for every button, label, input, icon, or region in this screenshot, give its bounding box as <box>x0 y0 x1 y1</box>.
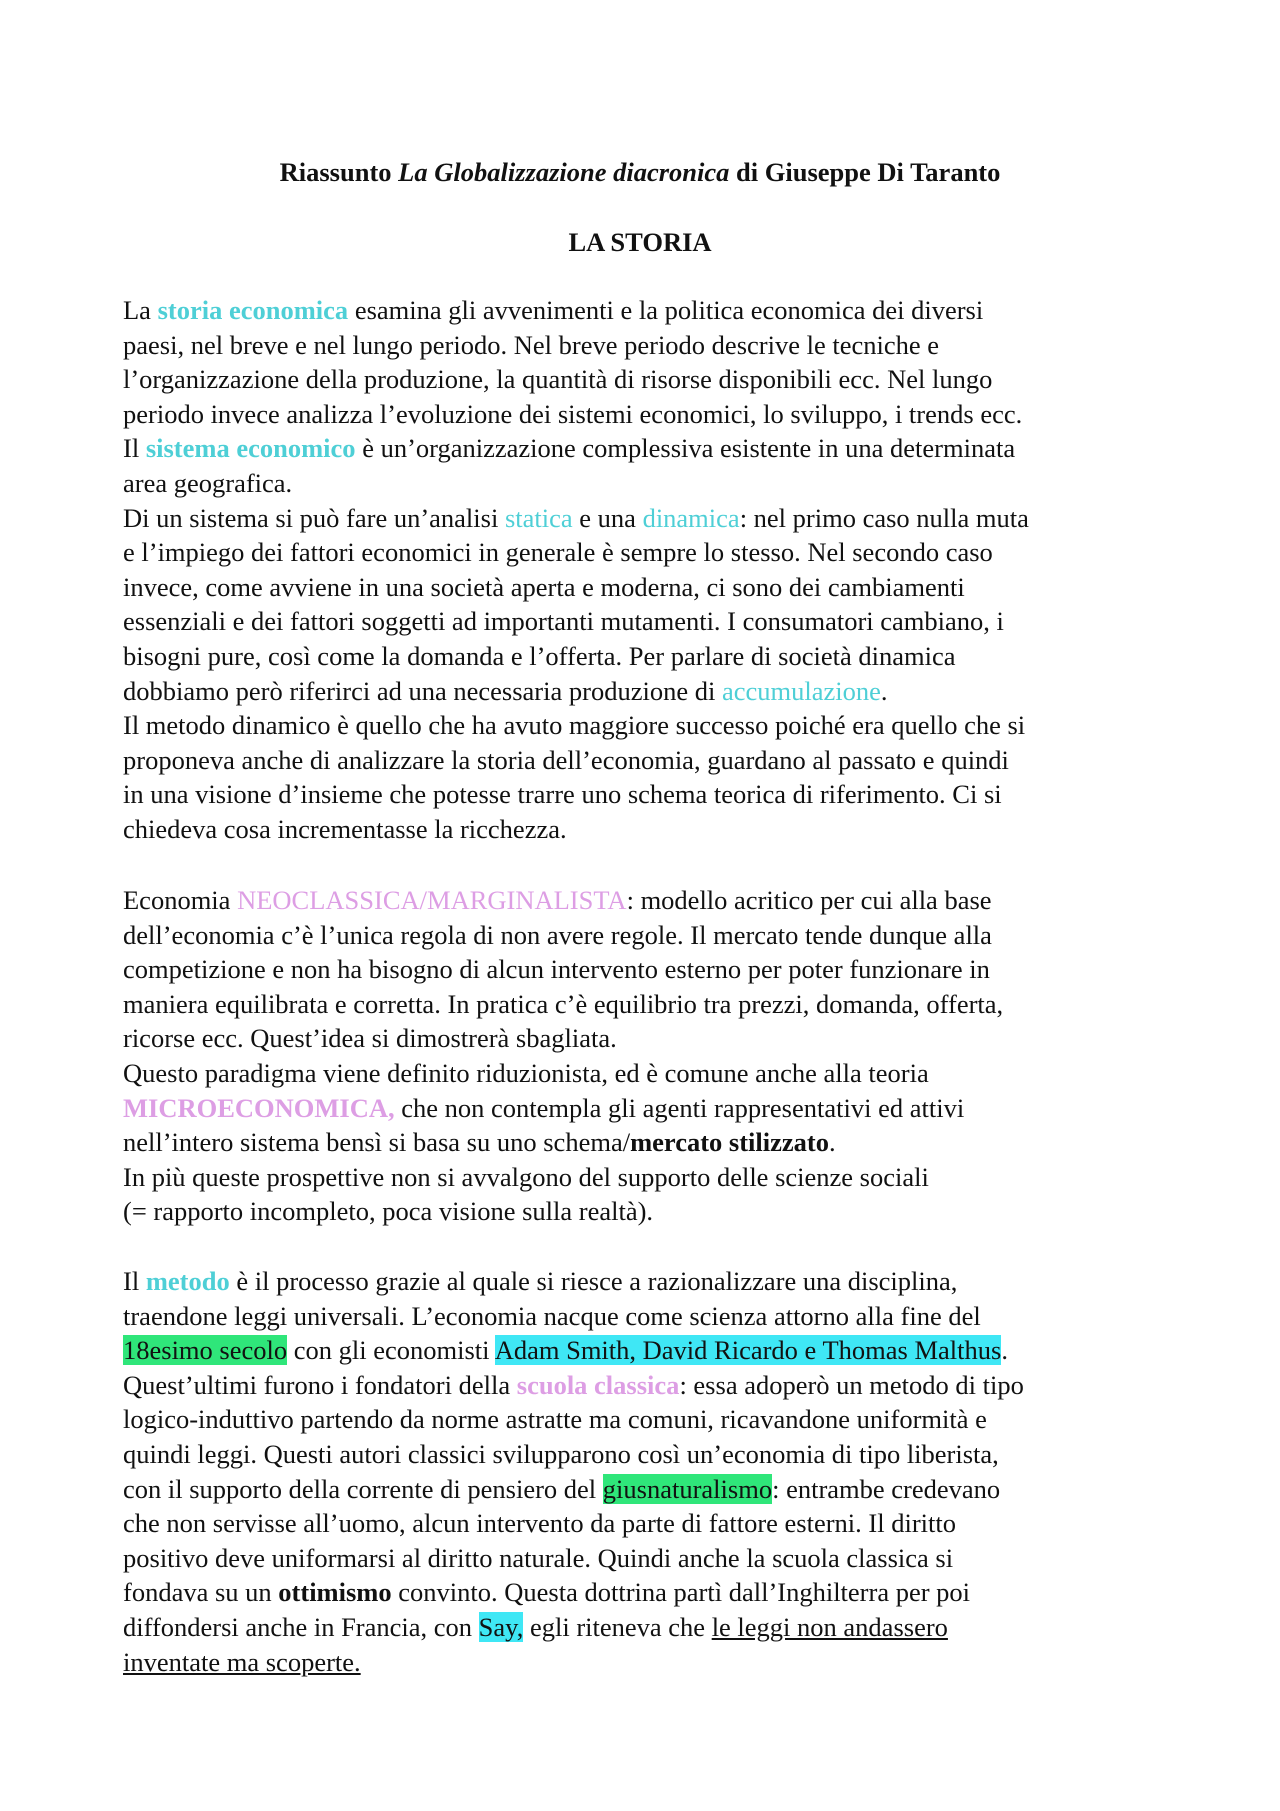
text-line: chiedeva cosa incrementasse la ricchezza. <box>123 813 567 844</box>
document-title: Riassunto La Globalizzazione diacronica di Giuseppe Di Taranto <box>279 157 1001 187</box>
term-microeconomica: MICROECONOMICA, <box>123 1092 395 1123</box>
text-line: MICROECONOMICA, che non contempla gli agenti rappresentativi ed attivi <box>123 1092 965 1123</box>
text-line: diffondersi anche in Francia, con Say, egli riteneva che le leggi non andassero <box>123 1611 948 1642</box>
term-accumulazione: accumulazione <box>721 675 881 706</box>
paragraph-neoclassica <box>123 883 1173 1229</box>
term-statica: statica <box>504 502 573 533</box>
text-line: Quest’ultimi furono i fondatori della scuola classica: essa adoperò un metodo di tipo <box>123 1369 1024 1400</box>
text-line: logico-induttivo partendo da norme astratte ma comuni, ricavandone uniformità e <box>123 1404 987 1435</box>
text-line: In più queste prospettive non si avvalgono del supporto delle scienze sociali <box>123 1161 929 1192</box>
text-line: area geografica. <box>123 467 293 498</box>
text-line: l’organizzazione della produzione, la quantità di risorse disponibili ecc. Nel lungo <box>123 364 993 395</box>
text-line: Economia NEOCLASSICA/MARGINALISTA: modello acritico per cui alla base <box>123 885 992 915</box>
text-line: positivo deve uniformarsi al diritto naturale. Quindi anche la scuola classica si <box>123 1542 954 1573</box>
text-line: Questo paradigma viene definito riduzionista, ed è comune anche alla teoria <box>123 1057 929 1088</box>
paragraph-storia-economica <box>123 293 1173 847</box>
text-line: Il metodo dinamico è quello che ha avuto maggiore successo poiché era quello che si <box>123 710 1026 741</box>
text-line: paesi, nel breve e nel lungo periodo. Nel breve periodo descrive le tecniche e <box>123 329 940 360</box>
term-scuola-classica: scuola classica <box>516 1369 680 1400</box>
text-line: invece, come avviene in una società aperta e moderna, ci sono dei cambiamenti <box>123 571 965 602</box>
term-storia-economica: storia economica <box>157 295 349 325</box>
text-line: Il metodo è il processo grazie al quale si riesce a razionalizzare una disciplina, <box>123 1266 958 1296</box>
text-line: Di un sistema si può fare un’analisi statica e una dinamica: nel primo caso nulla muta <box>123 502 1029 533</box>
text-line: quindi leggi. Questi autori classici svilupparono così un’economia di tipo liberista, <box>123 1438 999 1469</box>
text-line: dobbiamo però riferirci ad una necessaria produzione di accumulazione. <box>123 675 888 706</box>
text-line: dell’economia c’è l’unica regola di non avere regole. Il mercato tende dunque alla <box>123 919 992 950</box>
text-line: ricorse ecc. Quest’idea si dimostrerà sbagliata. <box>123 1023 617 1054</box>
underlined-leggi: le leggi non andassero <box>711 1611 948 1642</box>
text-line: con il supporto della corrente di pensiero del giusnaturalismo: entrambe credevano <box>123 1473 1001 1504</box>
text-line: periodo invece analizza l’evoluzione dei sistemi economici, lo sviluppo, i trends ecc. <box>123 398 1023 429</box>
text-line: nell’intero sistema bensì si basa su uno schema/mercato stilizzato. <box>123 1127 836 1158</box>
highlight-giusnaturalismo: giusnaturalismo <box>602 1473 773 1504</box>
text-line: bisogni pure, così come la domanda e l’offerta. Per parlare di società dinamica <box>123 640 956 671</box>
highlight-say: Say, <box>478 1611 524 1642</box>
term-metodo: metodo <box>145 1266 230 1296</box>
text-line: che non servisse all’uomo, alcun intervento da parte di fattore esterni. Il diritto <box>123 1508 957 1539</box>
term-dinamica: dinamica <box>642 502 740 533</box>
text-line: essenziali e dei fattori soggetti ad importanti mutamenti. I consumatori cambiano, i <box>123 606 1004 637</box>
section-title: LA STORIA <box>568 227 712 257</box>
text-line: Il sistema economico è un’organizzazione complessiva esistente in una determinata <box>123 433 1016 464</box>
term-mercato-stilizzato: mercato stilizzato <box>630 1127 829 1158</box>
text-line-underlined: inventate ma scoperte. <box>123 1646 361 1677</box>
term-ottimismo: ottimismo <box>278 1577 392 1608</box>
text-line: proponeva anche di analizzare la storia dell’economia, guardano al passato e quindi <box>123 744 1009 775</box>
term-neoclassica-marginalista: NEOCLASSICA/MARGINALISTA <box>237 885 627 915</box>
text-line: 18esimo secolo con gli economisti Adam Smith, David Ricardo e Thomas Malthus. <box>123 1335 1008 1366</box>
text-line: fondava su un ottimismo convinto. Questa dottrina partì dall’Inghilterra per poi <box>123 1577 971 1608</box>
book-title: La Globalizzazione diacronica <box>398 157 730 187</box>
paragraph-metodo <box>123 1264 1173 1679</box>
text-line: traendone leggi universali. L’economia nacque come scienza attorno alla fine del <box>123 1300 981 1331</box>
text-line: in una visione d’insieme che potesse trarre uno schema teorica di riferimento. Ci si <box>123 779 1002 810</box>
highlight-economisti: Adam Smith, David Ricardo e Thomas Malthus <box>494 1335 1002 1366</box>
text-line: maniera equilibrata e corretta. In pratica c’è equilibrio tra prezzi, domanda, offerta, <box>123 988 1004 1019</box>
text-line: (= rapporto incompleto, poca visione sulla realtà). <box>123 1196 654 1227</box>
text-line: competizione e non ha bisogno di alcun intervento esterno per poter funzionare in <box>123 954 990 985</box>
text-line: e l’impiego dei fattori economici in generale è sempre lo stesso. Nel secondo caso <box>123 537 993 568</box>
highlight-18esimo-secolo: 18esimo secolo <box>123 1335 288 1366</box>
text-line: La storia economica esamina gli avvenimenti e la politica economica dei diversi <box>123 295 984 325</box>
term-sistema-economico: sistema economico <box>145 433 356 464</box>
